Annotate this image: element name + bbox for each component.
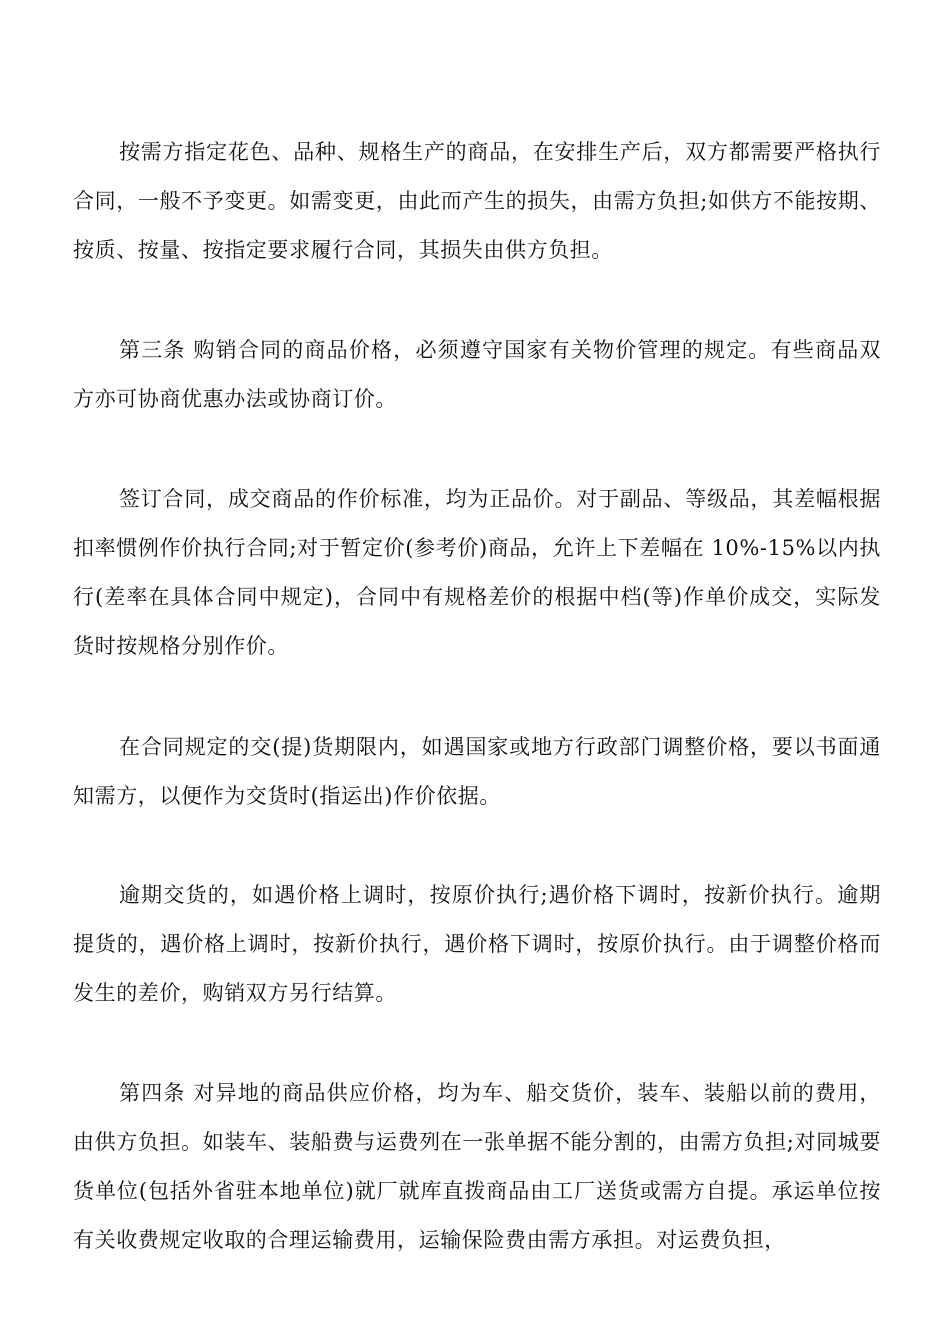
paragraph-product-change: 按需方指定花色、品种、规格生产的商品，在安排生产后，双方都需要严格执行合同，一般不予变更。如需变更，由此而产生的损失，由需方负担;如供方不能按期、按质、按量、按指定要求履行合同，其损失由供方负担。 bbox=[73, 140, 881, 262]
paragraph-article-4: 第四条 对异地的商品供应价格，均为车、船交货价，装车、装船以前的费用，由供方负担。如装车、装船费与运费列在一张单据不能分割的，由需方负担;对同城要货单位(包括外省驻本地单位)就厂就库直拨商品由工厂送货或需方自提。承运单位按有关收费规定收取的合理运输费用，运输保险费由需方承担。对运费负担， bbox=[73, 1081, 881, 1252]
paragraph-pricing-standard: 签订合同，成交商品的作价标准，均为正品价。对于副品、等级品，其差幅根据扣率惯例作价执行合同;对于暂定价(参考价)商品，允许上下差幅在 10%-15%以内执行(差率在具体合同中规定)，合同中有规格差价的根据中档(等)作单价成交，实际发货时按规格分别作价。 bbox=[73, 487, 881, 658]
paragraph-price-adjustment: 在合同规定的交(提)货期限内，如遇国家或地方行政部门调整价格，要以书面通知需方，以便作为交货时(指运出)作价依据。 bbox=[73, 735, 881, 808]
paragraph-overdue-delivery: 逾期交货的，如遇价格上调时，按原价执行;遇价格下调时，按新价执行。逾期提货的，遇价格上调时，按新价执行，遇价格下调时，按原价执行。由于调整价格而发生的差价，购销双方另行结算。 bbox=[73, 883, 881, 1005]
paragraph-article-3: 第三条 购销合同的商品价格，必须遵守国家有关物价管理的规定。有些商品双方亦可协商优惠办法或协商订价。 bbox=[73, 338, 881, 411]
